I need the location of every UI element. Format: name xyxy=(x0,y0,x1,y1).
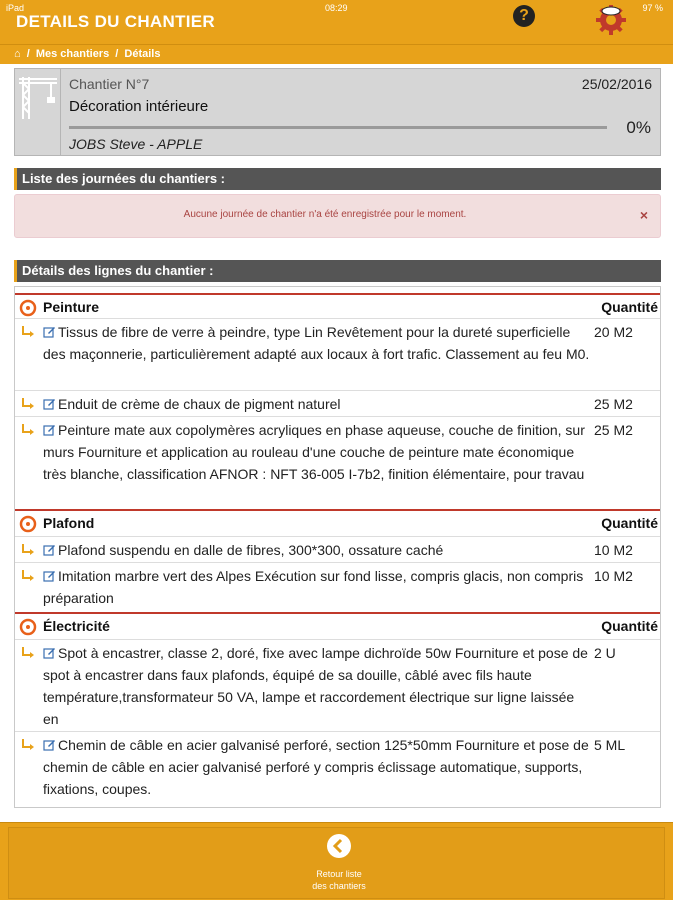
line-quantity: 25 M2 xyxy=(594,396,633,412)
close-icon[interactable]: × xyxy=(639,207,648,223)
status-battery: 97 % xyxy=(642,3,663,13)
line-description: Enduit de crème de chaux de pigment naturel xyxy=(58,396,341,412)
progress-bar xyxy=(69,126,607,129)
breadcrumb-separator: / xyxy=(115,48,119,60)
back-label-line1: Retour liste xyxy=(316,869,362,879)
group-header-electricite xyxy=(15,612,660,636)
footer-bar xyxy=(0,822,673,900)
site-name: Décoration intérieure xyxy=(69,98,209,115)
breadcrumb-item-mes-chantiers[interactable]: Mes chantiers xyxy=(35,48,110,60)
home-icon[interactable]: ⌂ xyxy=(14,48,21,60)
quantity-header: Quantité xyxy=(601,618,658,634)
days-section-title: Liste des journées du chantiers : xyxy=(14,168,661,190)
subitem-arrow-icon xyxy=(21,739,35,751)
line-row[interactable] xyxy=(15,416,660,508)
site-client: JOBS Steve - APPLE xyxy=(69,136,203,152)
group-header-plafond xyxy=(15,509,660,533)
breadcrumb-item-details: Détails xyxy=(124,48,161,60)
group-title: Électricité xyxy=(43,618,110,634)
page-title: DETAILS DU CHANTIER xyxy=(16,12,215,31)
line-description: Peinture mate aux copolymères acryliques en phase aqueuse, couche de finition, sur murs Fourniture et application au rouleau d'une couche de peinture mate économique très blanche, classification AFNOR : NFT 36-005 I-7b2, finition élémentaire, pour travau xyxy=(43,422,585,482)
quantity-header: Quantité xyxy=(601,299,658,315)
crane-icon xyxy=(15,69,61,155)
subitem-arrow-icon xyxy=(21,424,35,436)
line-row[interactable] xyxy=(15,639,660,731)
progress-text: 0% xyxy=(626,118,651,137)
group-title: Plafond xyxy=(43,515,95,531)
quantity-header: Quantité xyxy=(601,515,658,531)
group-header-peinture xyxy=(15,293,660,317)
group-icon xyxy=(19,618,37,636)
site-number: Chantier N°7 xyxy=(69,76,150,92)
line-description: Tissus de fibre de verre à peindre, type Lin Revêtement pour la dureté superficielle des maçonnerie, particulièrement adapté aux locaux à fort trafic. Classement au feu M0. xyxy=(43,324,590,362)
line-description: Imitation marbre vert des Alpes Exécution sur fond lisse, compris glacis, non compris préparation xyxy=(43,568,584,606)
status-time: 08:29 xyxy=(325,3,348,13)
line-description: Chemin de câble en acier galvanisé perforé, section 125*50mm Fourniture et pose de chemin de câble en acier galvanisé perforé y compris éclissage automatique, supports, fixations, coupes. xyxy=(43,737,589,797)
line-quantity: 5 ML xyxy=(594,737,626,753)
group-icon xyxy=(19,515,37,533)
site-card xyxy=(14,68,661,156)
subitem-arrow-icon xyxy=(21,544,35,556)
line-quantity: 10 M2 xyxy=(594,542,633,558)
site-date: 25/02/2016 xyxy=(581,76,652,92)
chevron-left-icon xyxy=(327,834,351,858)
line-row[interactable] xyxy=(15,731,660,807)
line-quantity: 2 U xyxy=(594,645,616,661)
lines-table xyxy=(14,286,661,808)
line-row[interactable] xyxy=(15,536,660,562)
status-carrier: iPad xyxy=(6,3,25,13)
back-label-line2: des chantiers xyxy=(312,881,366,891)
line-description: Spot à encastrer, classe 2, doré, fixe avec lampe dichroïde 50w Fourniture et pose de spot à encastrer dans faux plafonds, équipé de sa douille, câblé avec fils haute température,transformateur 50 VA, lampe et raccordement électrique sur ligne laissée en xyxy=(43,645,588,727)
crane-icon-box xyxy=(15,69,61,155)
lines-section-title: Détails des lignes du chantier : xyxy=(14,260,661,282)
breadcrumb-separator: / xyxy=(26,48,30,60)
subitem-arrow-icon xyxy=(21,326,35,338)
back-to-list-button[interactable] xyxy=(289,830,389,898)
subitem-arrow-icon xyxy=(21,570,35,582)
subitem-arrow-icon xyxy=(21,647,35,659)
group-icon xyxy=(19,299,37,317)
footer-panel xyxy=(8,827,665,899)
app-header xyxy=(0,0,673,44)
breadcrumb xyxy=(0,44,673,64)
help-icon[interactable]: ? xyxy=(513,5,535,27)
line-quantity: 20 M2 xyxy=(594,324,633,340)
line-quantity: 25 M2 xyxy=(594,422,633,438)
group-title: Peinture xyxy=(43,299,100,315)
empty-days-alert xyxy=(14,194,661,238)
line-quantity: 10 M2 xyxy=(594,568,633,584)
line-row[interactable] xyxy=(15,390,660,416)
line-description: Plafond suspendu en dalle de fibres, 300*300, ossature caché xyxy=(58,542,444,558)
line-row[interactable] xyxy=(15,562,660,610)
gear-icon[interactable] xyxy=(595,2,627,36)
subitem-arrow-icon xyxy=(21,398,35,410)
line-row[interactable] xyxy=(15,318,660,390)
alert-message: Aucune journée de chantier n'a été enregistrée pour le moment. xyxy=(183,209,467,220)
